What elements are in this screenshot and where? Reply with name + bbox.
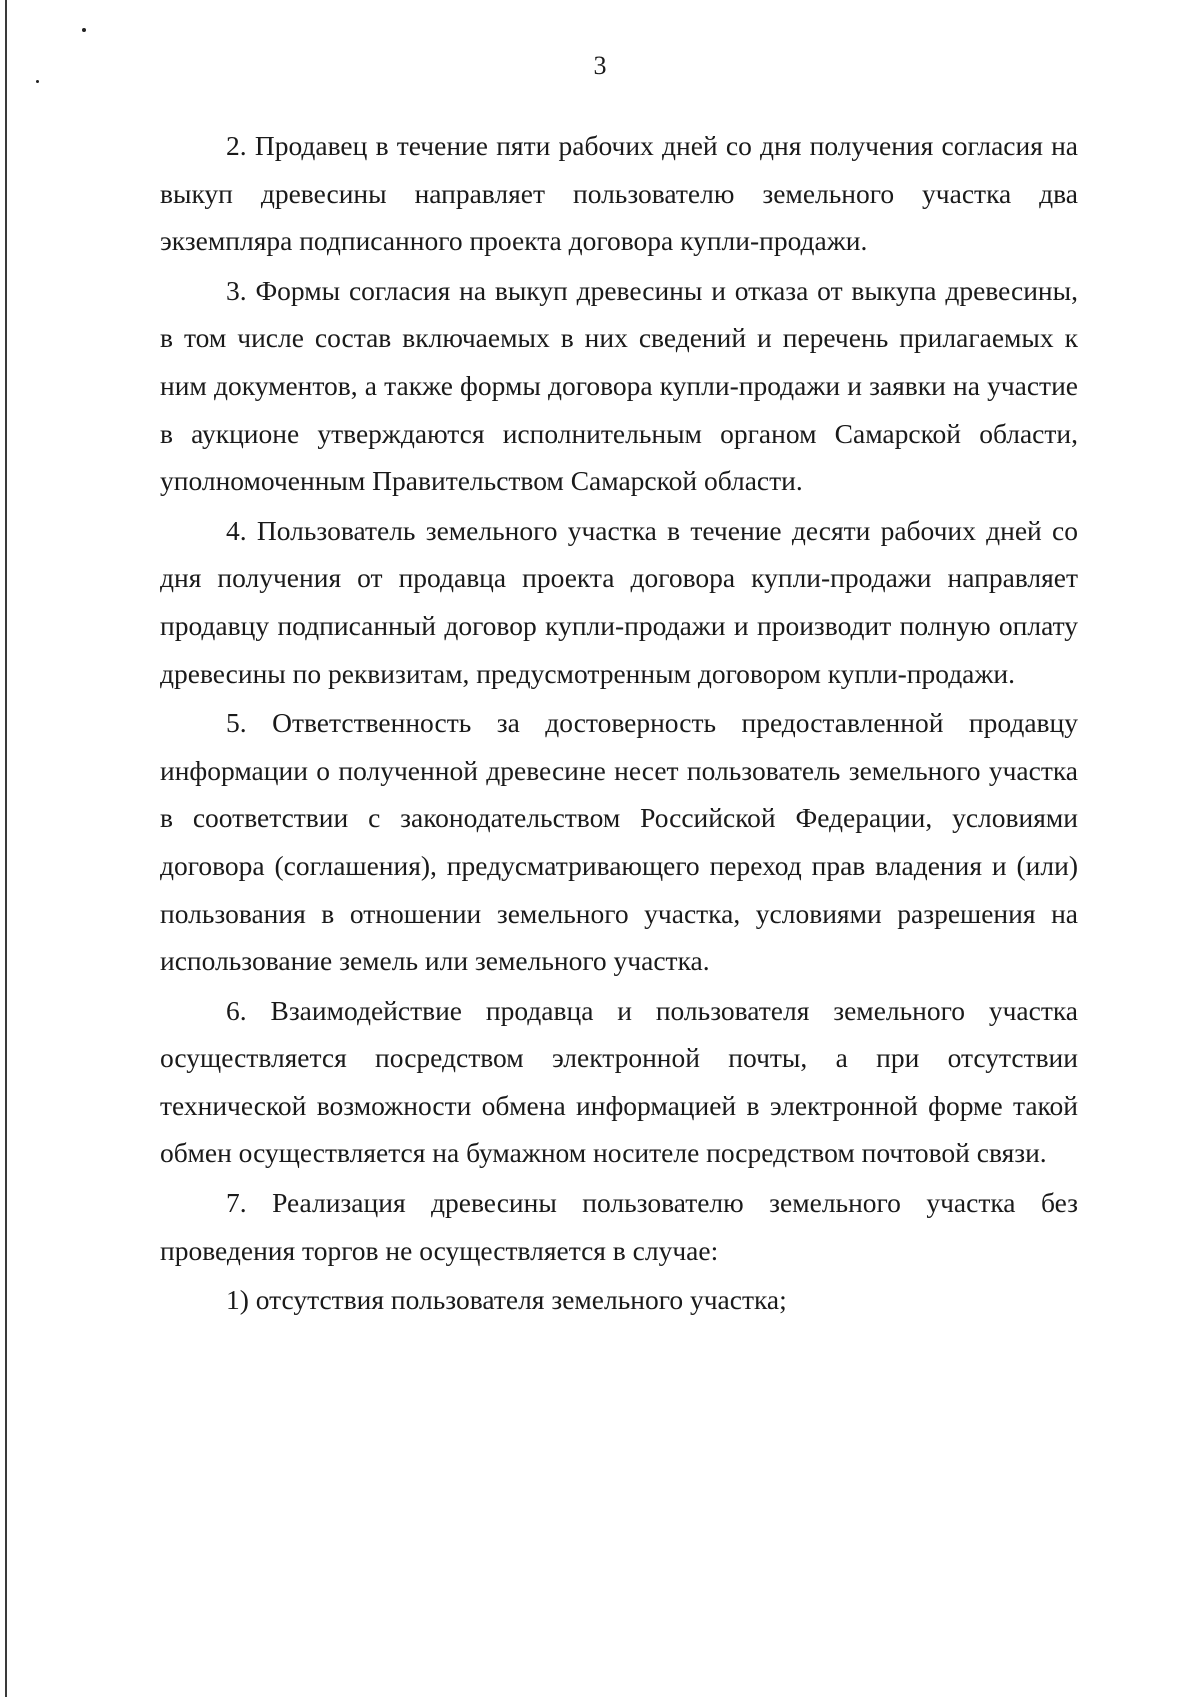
paragraph-4: 4. Пользователь земельного участка в течение десяти рабочих дней со дня получения от продавца проекта договора купли-продажи направляет продавцу подписанный договор купли-продажи и производит полную оплату древесины по реквизитам, предусмотренным договором купли-продажи. [160, 514, 1078, 689]
document-body [160, 122, 1078, 1326]
list-item-1: 1) отсутствия пользователя земельного участка; [226, 1284, 787, 1316]
paragraph-6: 6. Взаимодействие продавца и пользователя земельного участка осуществляется посредством электронной почты, а при отсутствии технической возможности обмена информацией в электронной форме такой обмен осуществляется на бумажном носителе посредством почтовой связи. [160, 994, 1078, 1169]
paragraph-5: 5. Ответственность за достоверность предоставленной продавцу информации о полученной древесине несет пользователь земельного участка в соответствии с законодательством Российской Федерации, условиями договора (соглашения), предусматривающего переход прав владения и (или) пользования в отношении земельного участка, условиями разрешения на использование земель или земельного участка. [160, 707, 1078, 977]
scan-speck [82, 28, 86, 32]
scan-left-edge [5, 0, 7, 1697]
page-number: 3 [593, 51, 607, 80]
paragraph-3: 3. Формы согласия на выкуп древесины и отказа от выкупа древесины, в том числе состав включаемых в них сведений и перечень прилагаемых к ним документов, а также формы договора купли-продажи и заявки на участие в аукционе утверждаются исполнительным органом Самарской области, уполномоченным Правительством Самарской области. [160, 274, 1078, 497]
paragraph-7: 7. Реализация древесины пользователю земельного участка без проведения торгов не осуществляется в случае: [160, 1187, 1078, 1266]
paragraph-2: 2. Продавец в течение пяти рабочих дней со дня получения согласия на выкуп древесины направляет пользователю земельного участка два экземпляра подписанного проекта договора купли-продажи. [160, 130, 1078, 257]
